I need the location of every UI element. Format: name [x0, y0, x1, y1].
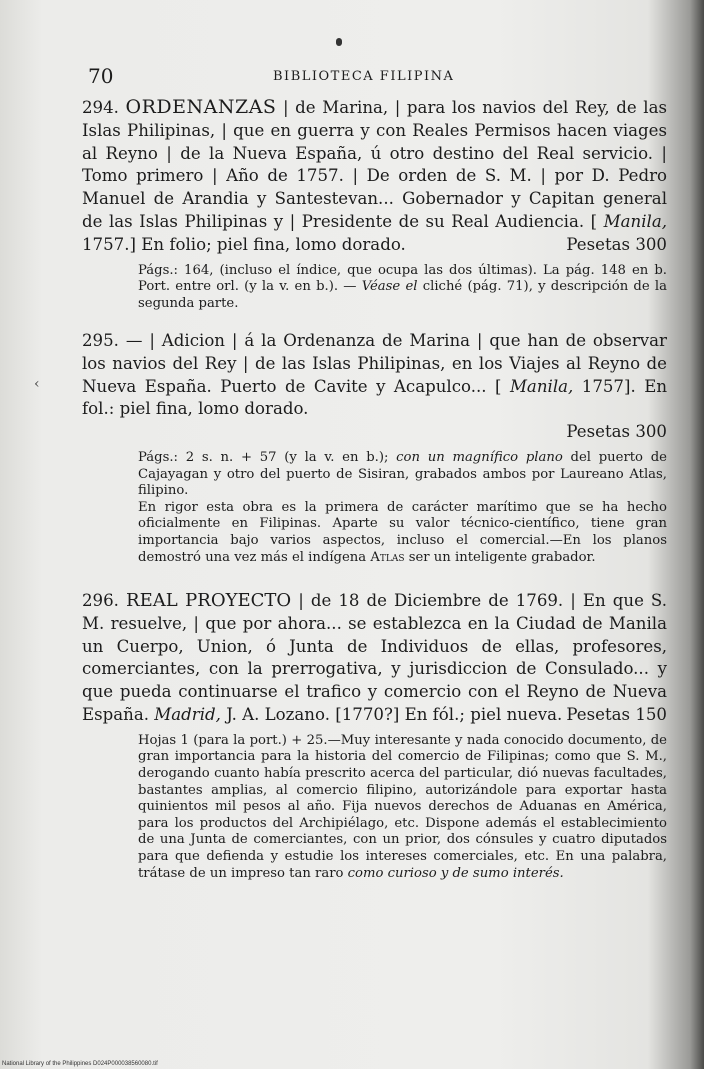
entry-body-2: 1757.] En folio; piel fina, lomo dorado. [82, 234, 406, 254]
entry-295-note-1: Págs.: 2 s. n. + 57 (y la v. en b.); con un magnífico plano del puerto de Cajayagan y otro del puerto de Sisiran, grabados ambos por Laureano Atlas, filipino. [138, 449, 667, 499]
entry-295 [82, 330, 667, 566]
entry-price: Pesetas 150 [566, 704, 667, 724]
entry-number: 294. [82, 98, 119, 117]
entry-price: Pesetas 300 [566, 422, 667, 442]
entry-296-text [82, 590, 667, 727]
entry-294-text [82, 96, 667, 257]
entry-note [138, 733, 667, 882]
entry-295-text [82, 330, 667, 444]
entry-294 [82, 96, 667, 312]
entry-body: | de 18 de Diciembre de 1769. | En que S. M. resuelve, | que por ahora... se establezca en la Ciudad de Manila un Cuerpo, Union, ó Junta de Individuos de ellas, profesores, comerciantes, con la prerrogativa, y jurisdiccion de Consulado... y que pueda continuarse el trafico y comercio con el Reyno de Nueva España. [82, 591, 667, 724]
entry-heading: ORDENANZAS [125, 96, 277, 118]
entry-place: Manila, [603, 211, 667, 231]
margin-mark: ‹ [34, 376, 40, 392]
entry-296-note: Hojas 1 (para la port.) + 25.—Muy interesante y nada conocido documento, de gran importancia para la historia del comercio de Filipinas; como que S. M., derogando cuanto había prescrito acerca del particular, dió nuevas facultades, bastantes amplias, al comercio filipino, autorizándole para exportar hasta quinientos mil pesos al año. Fija nuevos derechos de Aduanas en América, para los productos del Archipiélago, etc. Dispone además el establecimiento de una Junta de comerciantes, con un prior, dos cónsules y cuatro diputados para que defienda y estudie los intereses comerciales, etc. En una palabra, trátase de un impreso tan raro como curioso y de sumo interés. [138, 732, 667, 881]
entry-295-note-2: En rigor esta obra es la primera de carácter marítimo que se ha hecho oficialmente en Filipinas. Aparte su valor técnico-científico, tiene gran importancia bajo varios aspectos, incluso el comercial.—En los planos demostró una vez más el indígena Atlas ser un inteligente grabador. [138, 499, 667, 565]
entry-body: — | Adicion | á la Ordenanza de Marina | que han de observar los navios del Rey | de las Islas Philipinas, en los Viajes al Reyno de Nueva España. Puerto de Cavite y Acapulco... [ [82, 331, 667, 396]
entry-note [138, 450, 667, 566]
entry-main [82, 96, 667, 257]
scan-footer: National Library of the Philippines D024P000038560080.tif [2, 1061, 158, 1067]
entry-place: Manila, [509, 376, 574, 396]
entry-body: | de Marina, | para los navios del Rey, de las Islas Philipinas, | que en guerra y con Reales Permisos hacen viages al Reyno | de la Nueva España, ú otro destino del Real servicio. | Tomo primero | Año de 1757. | De orden de S. M. | por D. Pedro Manuel de Arandia y Santestevan... Gobernador y Capitan general de las Islas Philipinas y | Presidente de su Real Audiencia. [ [82, 98, 667, 231]
entry-number: 295. [82, 331, 119, 350]
entry-place: Madrid, [154, 704, 221, 724]
entry-main [82, 330, 667, 444]
running-title: BIBLIOTECA FILIPINA [273, 69, 455, 84]
entry-296 [82, 590, 667, 882]
entry-note [138, 263, 667, 313]
entry-heading: REAL PROYECTO [126, 590, 292, 611]
entry-main [82, 590, 667, 727]
ink-spot [336, 38, 342, 46]
page-number: 70 [88, 64, 114, 88]
entry-body-2: J. A. Lozano. [1770?] En fól.; piel nueva. [220, 704, 563, 724]
entry-price: Pesetas 300 [566, 234, 667, 254]
page-header [88, 64, 664, 88]
entry-number: 296. [82, 591, 119, 610]
entry-294-note: Págs.: 164, (incluso el índice, que ocupa las dos últimas). La pág. 148 en b. Port. entre orl. (y la v. en b.). — Véase el cliché (pág. 71), y descripción de la segunda parte. [138, 262, 667, 311]
entry-body-2: 1757]. En fol.: piel fina, lomo dorado. [82, 376, 668, 419]
